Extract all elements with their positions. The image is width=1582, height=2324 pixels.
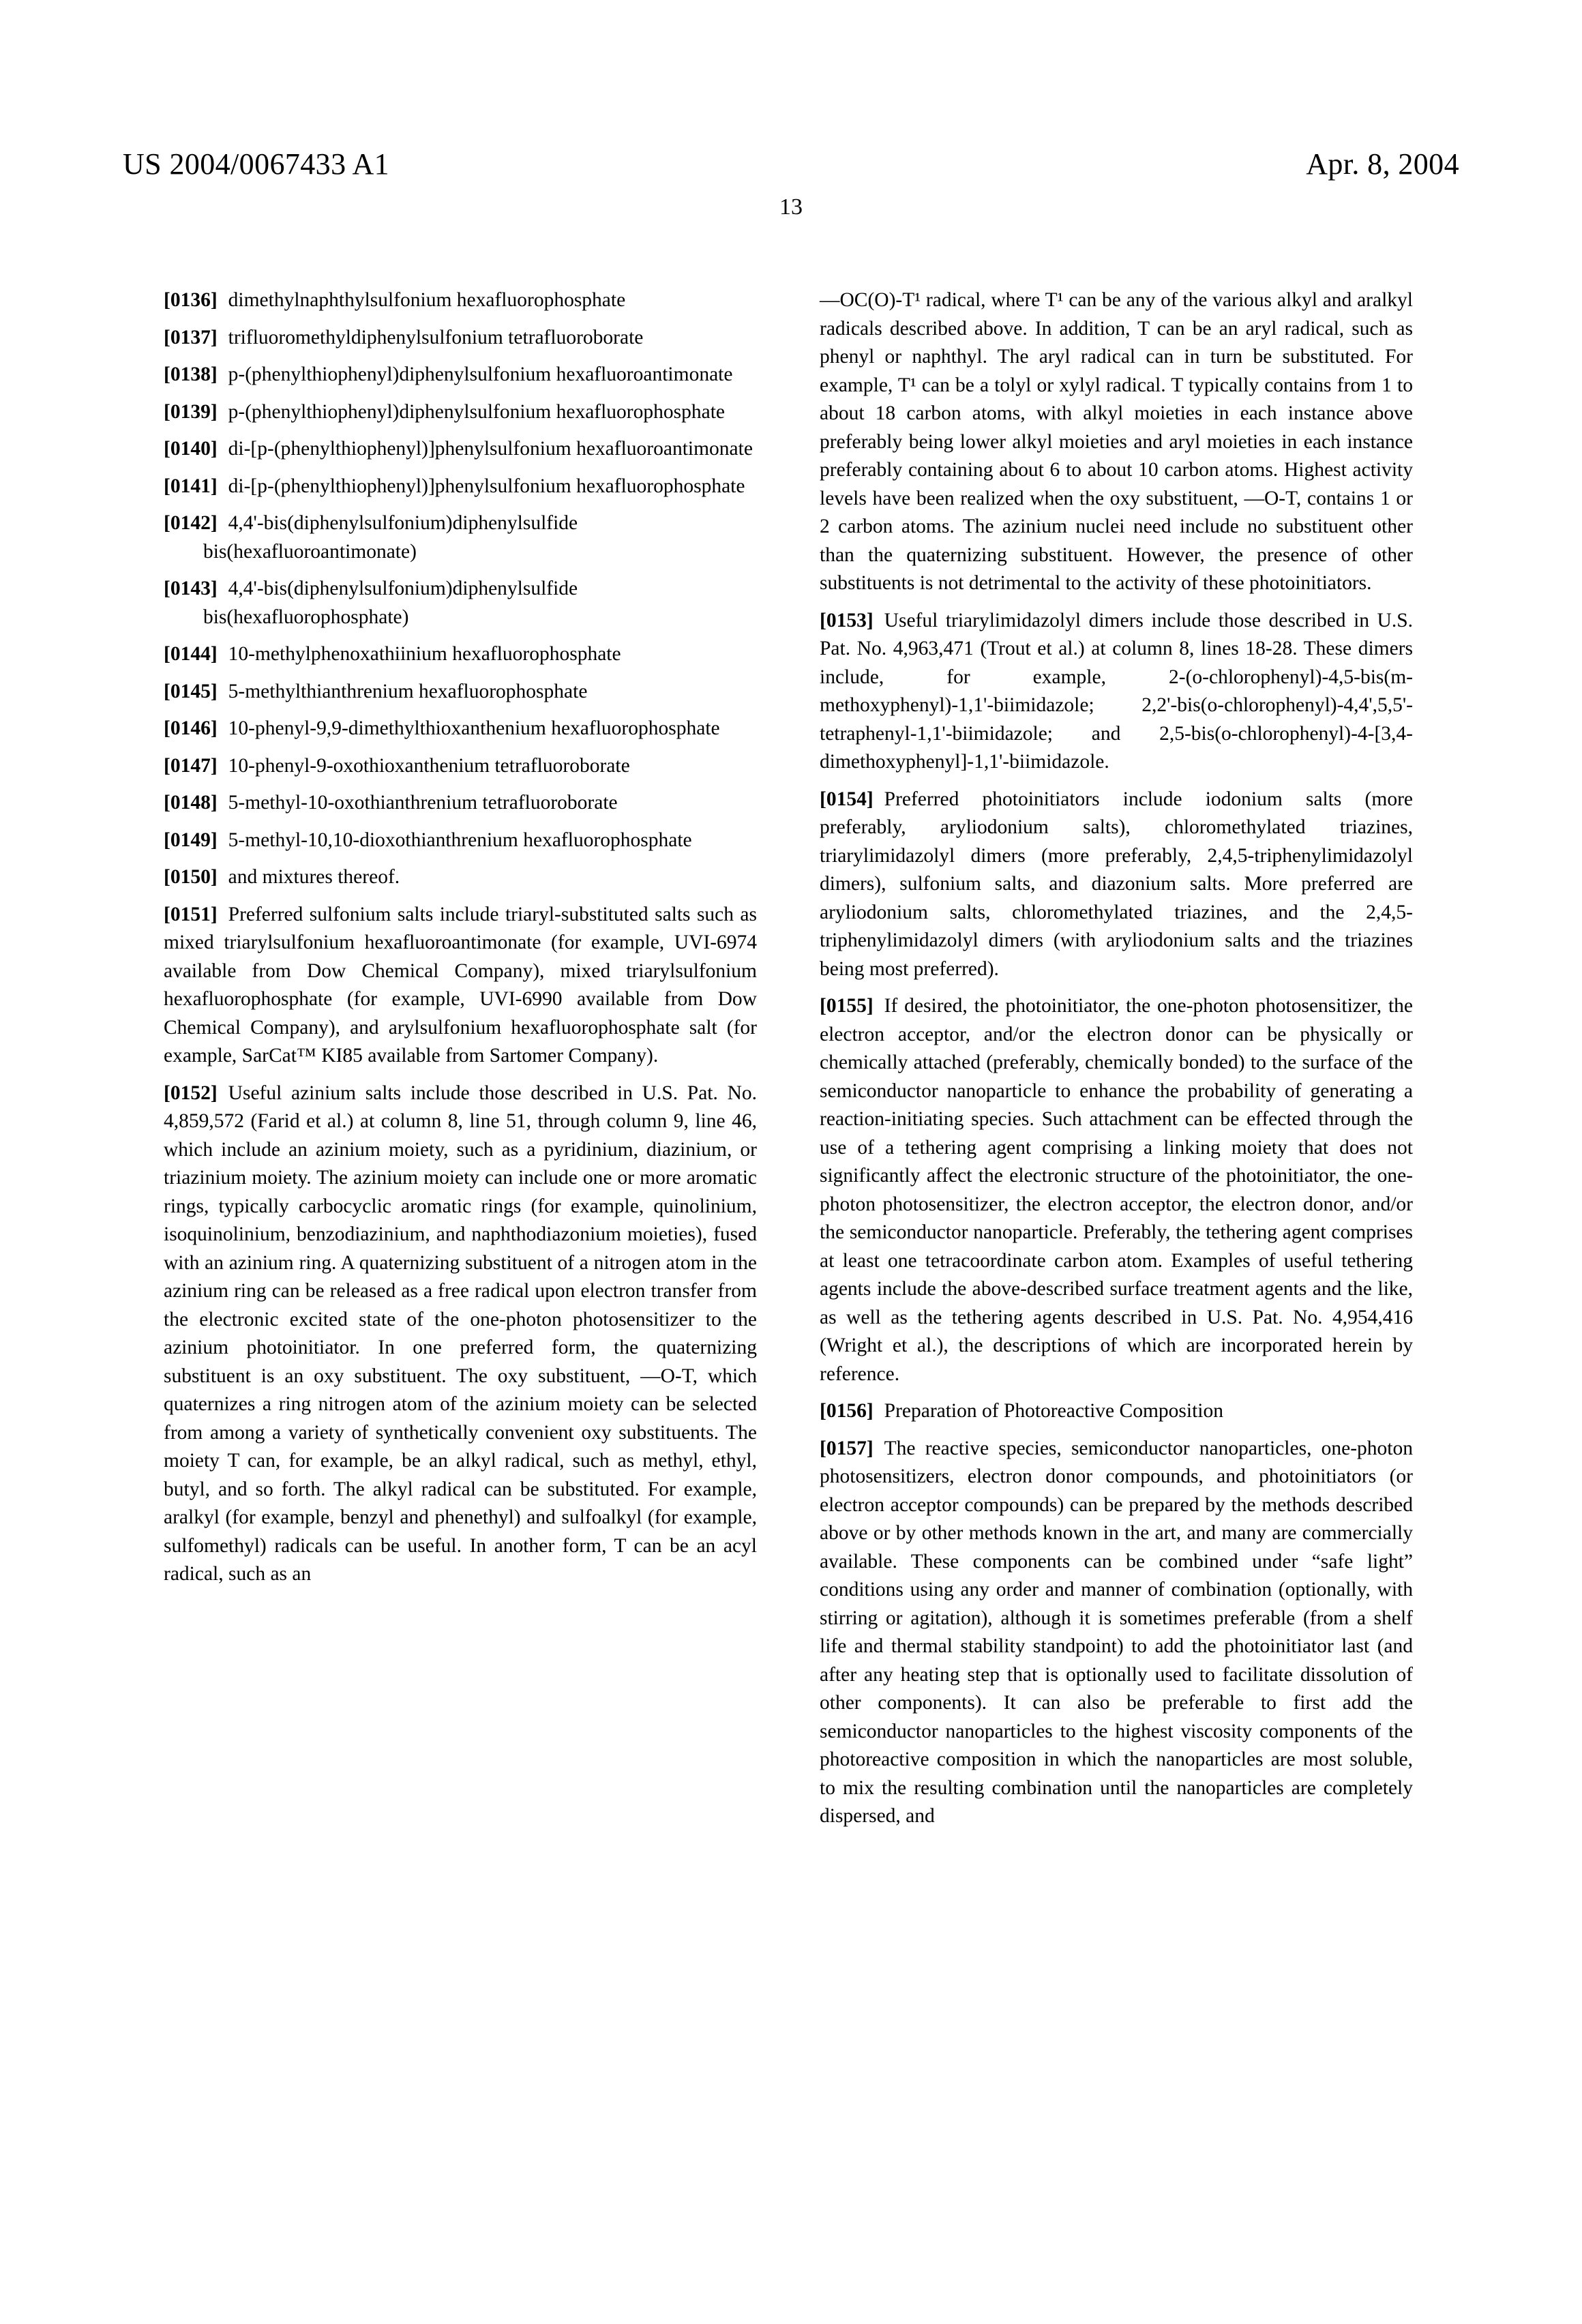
compound-entry	[164, 324, 757, 353]
paragraph-text: trifluoromethyldiphenylsulfonium tetrafluoroborate	[228, 326, 644, 348]
paragraph-tag: [0136]	[164, 289, 218, 311]
paragraph-text: Preferred photoinitiators include iodonium salts (more preferably, aryliodonium salts), chloromethylated triazines, triarylimidazolyl dimers (more preferably, 2,4,5-triphenylimidazolyl dimers), sulfonium salts, and diazonium salts. More preferred are aryliodonium salts, chloromethylated triazines, and the 2,4,5-triphenylimidazolyl dimers (with aryliodonium salts and the triazines being most preferred).	[820, 788, 1413, 980]
paragraph-tag: [0137]	[164, 326, 218, 348]
paragraph-text: and mixtures thereof.	[228, 866, 400, 888]
paragraph-tag: [0141]	[164, 475, 218, 497]
compound-entry	[164, 286, 757, 315]
paragraph	[820, 607, 1413, 777]
compound-entry	[164, 752, 757, 781]
paragraph-tag: [0150]	[164, 866, 218, 888]
paragraph-text: di-[p-(phenylthiophenyl)]phenylsulfonium hexafluoroantimonate	[228, 438, 753, 460]
paragraph-tag: [0157]	[820, 1437, 874, 1459]
paragraph	[164, 863, 757, 892]
paragraph	[164, 1079, 757, 1589]
publication-date: Apr. 8, 2004	[1306, 147, 1459, 181]
section-heading	[820, 1397, 1413, 1426]
compound-entry	[164, 509, 757, 566]
paragraph-text: 10-phenyl-9-oxothioxanthenium tetrafluoroborate	[228, 754, 630, 777]
paragraph	[164, 901, 757, 1071]
paragraph-text: 4,4'-bis(diphenylsulfonium)diphenylsulfide bis(hexafluorophosphate)	[203, 578, 578, 628]
paragraph-tag: [0156]	[820, 1400, 874, 1422]
compound-entry	[164, 575, 757, 631]
paragraph-text: p-(phenylthiophenyl)diphenylsulfonium hexafluoroantimonate	[228, 363, 733, 385]
compound-entry	[164, 678, 757, 706]
paragraph-text: di-[p-(phenylthiophenyl)]phenylsulfonium hexafluorophosphate	[228, 475, 745, 497]
paragraph	[820, 992, 1413, 1388]
paragraph-text: Preparation of Photoreactive Composition	[884, 1400, 1223, 1422]
publication-number: US 2004/0067433 A1	[123, 147, 390, 181]
paragraph-tag: [0149]	[164, 829, 218, 851]
paragraph-tag: [0152]	[164, 1082, 218, 1104]
page-number: 13	[779, 194, 803, 220]
page-header	[123, 147, 1459, 188]
paragraph-text: —OC(O)-T¹ radical, where T¹ can be any of the various alkyl and aralkyl radicals described above. In addition, T can be an aryl radical, such as phenyl or naphthyl. The aryl radical can in turn be substituted. For example, T¹ can be a tolyl or xylyl radical. T typically contains from 1 to about 18 carbon atoms, with alkyl moieties in each instance above preferably being lower alkyl moieties and aryl moieties in each instance preferably containing about 6 to about 10 carbon atoms. Highest activity levels have been realized when the oxy substituent, —O-T, contains 1 or 2 carbon atoms. The azinium nuclei need include no substituent other than the quaternizing substituent. However, the presence of other substituents is not detrimental to the activity of these photoinitiators.	[820, 289, 1413, 594]
two-column-body	[164, 286, 1418, 2215]
compound-entry	[164, 435, 757, 464]
paragraph-text: 4,4'-bis(diphenylsulfonium)diphenylsulfide bis(hexafluoroantimonate)	[203, 512, 578, 563]
paragraph-tag: [0154]	[820, 788, 874, 810]
paragraph	[820, 1435, 1413, 1831]
left-column	[164, 286, 757, 2215]
paragraph-text: If desired, the photoinitiator, the one-photon photosensitizer, the electron acceptor, and/or the electron donor can be physically or chemically attached (preferably, chemically bonded) to the surface of the semiconductor nanoparticle to enhance the probability of generating a reaction-initiating species. Such attachment can be effected through the use of a tethering agent comprising a linking moiety that does not significantly affect the electronic structure of the photoinitiator, the one-photon photosensitizer, the electron acceptor, the electron donor, and/or the semiconductor nanoparticle. Preferably, the tethering agent comprises at least one tetracoordinate carbon atom. Examples of useful tethering agents include the above-described surface treatment agents and the like, as well as the tethering agents described in U.S. Pat. No. 4,954,416 (Wright et al.), the descriptions of which are incorporated herein by reference.	[820, 995, 1413, 1385]
paragraph-text: 5-methyl-10,10-dioxothianthrenium hexafluorophosphate	[228, 829, 692, 851]
right-column	[820, 286, 1413, 2215]
paragraph-text: Preferred sulfonium salts include triaryl-substituted salts such as mixed triarylsulfonium hexafluoroantimonate (for example, UVI-6974 available from Dow Chemical Company), mixed triarylsulfonium hexafluorophosphate (for example, UVI-6990 available from Dow Chemical Company), and arylsulfonium hexafluorophosphate salt (for example, SarCat™ KI85 available from Sartomer Company).	[164, 903, 757, 1067]
compound-entry	[164, 398, 757, 427]
paragraph-tag: [0142]	[164, 512, 218, 534]
paragraph-tag: [0138]	[164, 363, 218, 385]
paragraph-tag: [0147]	[164, 754, 218, 777]
paragraph-tag: [0145]	[164, 680, 218, 702]
compound-entry	[164, 826, 757, 855]
paragraph	[820, 786, 1413, 984]
paragraph-tag: [0139]	[164, 400, 218, 423]
paragraph-text: dimethylnaphthylsulfonium hexafluorophosphate	[228, 289, 626, 311]
paragraph-tag: [0155]	[820, 995, 874, 1017]
paragraph-tag: [0140]	[164, 438, 218, 460]
paragraph-tag: [0153]	[820, 609, 874, 631]
paragraph-tag: [0143]	[164, 578, 218, 599]
paragraph-text: p-(phenylthiophenyl)diphenylsulfonium hexafluorophosphate	[228, 400, 725, 423]
compound-entry	[164, 361, 757, 389]
compound-entry	[164, 473, 757, 501]
paragraph-text: Useful azinium salts include those described in U.S. Pat. No. 4,859,572 (Farid et al.) at column 8, line 51, through column 9, line 46, which include an azinium moiety, such as a pyridinium, diazinium, or triazinium moiety. The azinium moiety can include one or more aromatic rings, typically carbocyclic aromatic rings (for example, quinolinium, isoquinolinium, benzodiazinium, and naphthodiazonium moieties), fused with an azinium ring. A quaternizing substituent of a nitrogen atom in the azinium ring can be released as a free radical upon electron transfer from the electronic excited state of the one-photon photosensitizer to the azinium photoinitiator. In one preferred form, the quaternizing substituent is an oxy substituent. The oxy substituent, —O-T, which quaternizes a ring nitrogen atom of the azinium moiety can be selected from among a variety of synthetically convenient oxy substituents. The moiety T can, for example, be an alkyl radical, such as methyl, ethyl, butyl, and so forth. The alkyl radical can be substituted. For example, aralkyl (for example, benzyl and phenethyl) and sulfoalkyl (for example, sulfomethyl) radicals can be useful. In another form, T can be an acyl radical, such as an	[164, 1082, 757, 1585]
paragraph-tag: [0144]	[164, 643, 218, 665]
paragraph-continuation	[820, 286, 1413, 598]
paragraph-tag: [0151]	[164, 903, 218, 925]
paragraph-tag: [0146]	[164, 717, 218, 739]
paragraph-text: The reactive species, semiconductor nanoparticles, one-photon photosensitizers, electron donor compounds, and photoinitiators (or electron acceptor compounds) can be prepared by the methods described above or by other methods known in the art, and many are commercially available. These components can be combined under “safe light” conditions using any order and manner of combination (optionally, with stirring or agitation), although it is sometimes preferable (from a shelf life and thermal stability standpoint) to add the photoinitiator last (and after any heating step that is optionally used to facilitate dissolution of other components). It can also be preferable to first add the semiconductor nanoparticles to the highest viscosity components of the photoreactive composition in which the nanoparticles are most soluble, to mix the resulting combination until the nanoparticles are completely dispersed, and	[820, 1437, 1413, 1827]
paragraph-text: 5-methyl-10-oxothianthrenium tetrafluoroborate	[228, 792, 618, 814]
compound-entry	[164, 640, 757, 669]
compound-entry	[164, 789, 757, 818]
compound-entry	[164, 715, 757, 743]
paragraph-text: 10-phenyl-9,9-dimethylthioxanthenium hexafluorophosphate	[228, 717, 720, 739]
paragraph-text: 5-methylthianthrenium hexafluorophosphate	[228, 680, 588, 702]
paragraph-tag: [0148]	[164, 792, 218, 814]
paragraph-text: 10-methylphenoxathiinium hexafluorophosphate	[228, 643, 621, 665]
paragraph-text: Useful triarylimidazolyl dimers include those described in U.S. Pat. No. 4,963,471 (Trout et al.) at column 8, lines 18-28. These dimers include, for example, 2-(o-chlorophenyl)-4,5-bis(m-methoxyphenyl)-1,1'-biimidazole; 2,2'-bis(o-chlorophenyl)-4,4',5,5'-tetraphenyl-1,1'-biimidazole; and 2,5-bis(o-chlorophenyl)-4-[3,4-dimethoxyphenyl]-1,1'-biimidazole.	[820, 609, 1413, 773]
